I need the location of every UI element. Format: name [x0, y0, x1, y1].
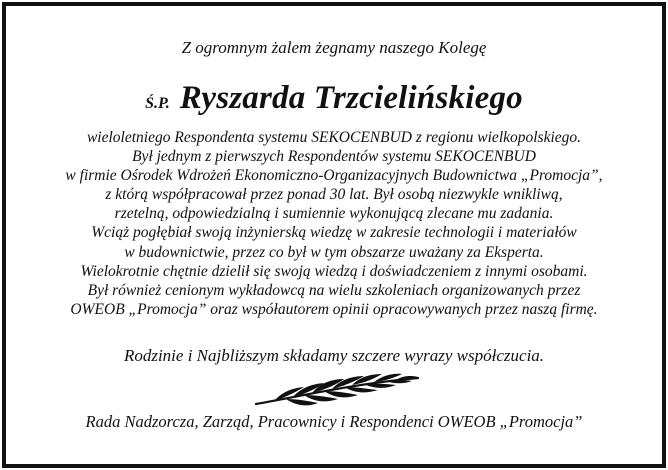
- palm-branch-icon: [252, 372, 422, 408]
- body-line: z którą współpracował przez ponad 30 lat. Był osobą niezwykle wnikliwą,: [105, 186, 563, 204]
- deceased-name-line: [6, 78, 662, 124]
- signature-text: Rada Nadzorcza, Zarząd, Pracownicy i Respondenci OWEOB „Promocja”: [85, 412, 583, 431]
- intro-text: Z ogromnym żalem żegnamy naszego Kolegę: [181, 38, 487, 57]
- body-line: rzetelną, odpowiedzialną i sumiennie wykonującą zlecane mu zadania.: [114, 205, 554, 223]
- body-line: w firmie Ośrodek Wdrożeń Ekonomiczno-Organizacyjnych Budownictwa „Promocja”,: [65, 167, 603, 185]
- body-line: Wciąż pogłębiał swoją inżynierską wiedzę w zakresie technologii i materiałów: [91, 224, 577, 242]
- condolence-text: Rodzinie i Najbliższym składamy szczere wyrazy współczucia.: [123, 346, 545, 365]
- deceased-name: Ryszarda Trzcielińskiego: [179, 80, 523, 116]
- prefix-sp: Ś.P.: [145, 95, 170, 112]
- body-line: Wielokrotnie chętnie dzielił się swoją wiedzą i doświadczeniem z innymi osobami.: [80, 262, 588, 280]
- body-line: Był również cenionym wykładowcą na wielu szkoleniach organizowanych przez: [87, 281, 581, 299]
- body-line: OWEOB „Promocja” oraz współautorem opinii opracowywanych przez naszą firmę.: [70, 300, 598, 318]
- body-line: wieloletniego Respondenta systemu SEKOCENBUD z regionu wielkopolskiego.: [86, 129, 582, 146]
- body-line: w budownictwie, przez co był w tym obszarze uważany za Eksperta.: [124, 243, 544, 261]
- tribute-body: [6, 128, 662, 319]
- obituary-notice: [6, 6, 662, 464]
- body-line: Był jednym z pierwszych Respondentów systemu SEKOCENBUD: [132, 148, 536, 166]
